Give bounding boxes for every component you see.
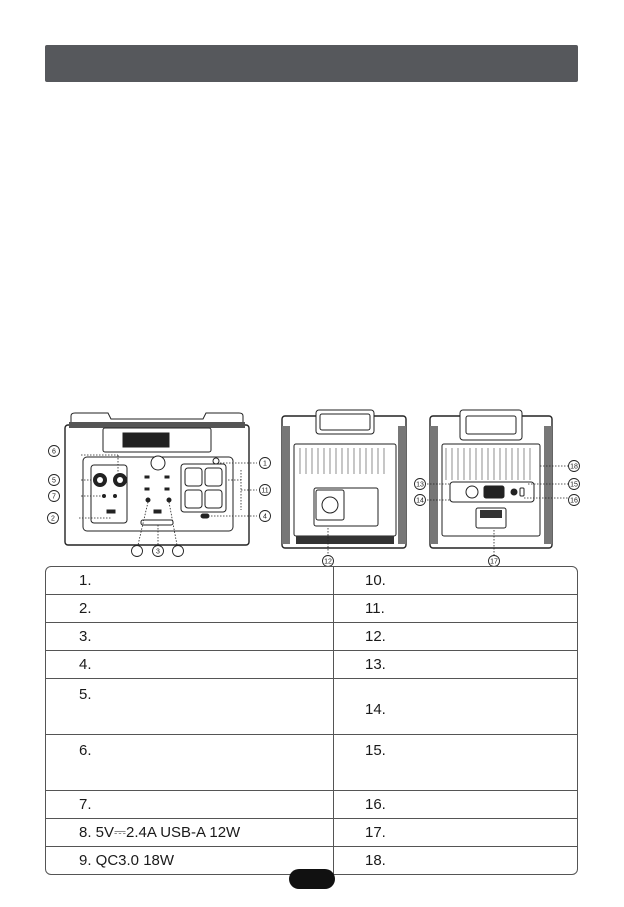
parts-legend-table (45, 566, 578, 875)
legend-item: 5. (46, 679, 334, 735)
table-row (46, 791, 577, 819)
legend-item: 3. (46, 623, 334, 651)
svg-text:15: 15 (570, 481, 578, 489)
table-row (46, 819, 577, 847)
legend-item: 4. (46, 651, 334, 679)
page-number-badge (289, 869, 335, 889)
table-row (46, 595, 577, 623)
svg-text:2: 2 (51, 515, 55, 523)
legend-item: 18. (365, 852, 386, 869)
section-header-bar (45, 45, 578, 82)
svg-text:13: 13 (416, 481, 424, 489)
legend-item: 1. (46, 567, 334, 595)
legend-item: 11. (334, 595, 577, 623)
svg-text:12: 12 (324, 558, 332, 566)
callout-6-label: 6 (52, 448, 56, 456)
svg-text:11: 11 (261, 487, 269, 495)
legend-item: 8. 5V⎓2.4A USB-A 12W (46, 819, 334, 847)
svg-text:7: 7 (52, 493, 56, 501)
rear-view-illustration (410, 408, 585, 568)
table-row (46, 679, 577, 735)
legend-item: 12. (334, 623, 577, 651)
legend-item: 6. (46, 735, 334, 791)
table-row (46, 567, 577, 595)
svg-text:17: 17 (490, 558, 498, 566)
legend-item: 7. (46, 791, 334, 819)
legend-item: 17. (334, 819, 577, 847)
svg-text:1: 1 (263, 460, 267, 468)
table-row (46, 651, 577, 679)
svg-text:18: 18 (570, 463, 578, 471)
svg-text:16: 16 (570, 497, 578, 505)
svg-text:14: 14 (416, 497, 424, 505)
legend-item: 10. (334, 567, 577, 595)
table-row (46, 623, 577, 651)
side-view-illustration (280, 408, 410, 568)
legend-item: 2. (46, 595, 334, 623)
legend-item: 9. QC3.0 18W (46, 847, 334, 874)
svg-text:4: 4 (263, 513, 267, 521)
legend-item: 16. (334, 791, 577, 819)
legend-item: 13. (334, 651, 577, 679)
legend-item: 14. (334, 679, 577, 735)
table-row (46, 735, 577, 791)
legend-item: 15. (334, 735, 577, 791)
svg-text:5: 5 (52, 477, 56, 485)
front-view-illustration (51, 410, 273, 560)
svg-text:3: 3 (156, 548, 160, 556)
